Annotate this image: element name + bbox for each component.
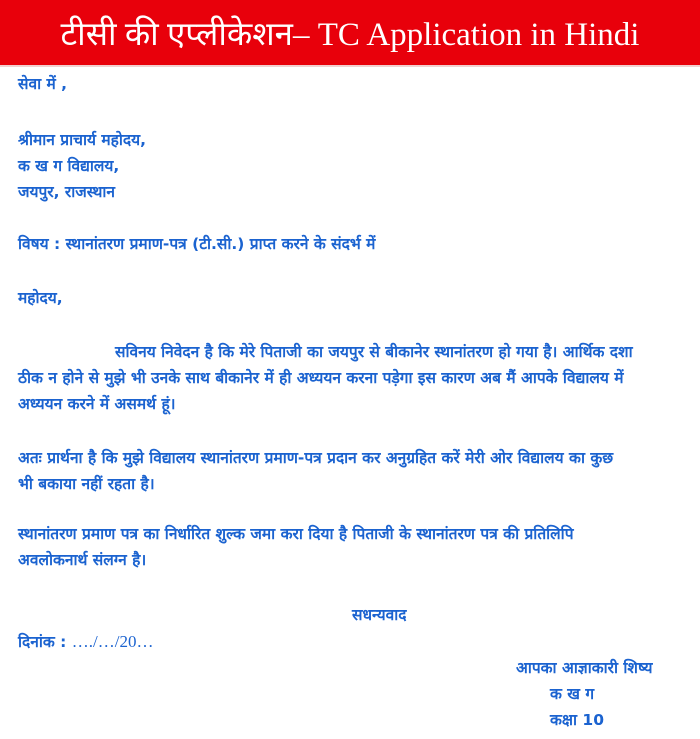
recipient-line: श्रीमान प्राचार्य महोदय, (18, 131, 146, 149)
paragraph-line: अध्ययन करने में असमर्थ हूं। (18, 395, 176, 413)
paragraph-line: भी बकाया नहीं रहता है। (18, 475, 155, 493)
date-value: …./…/20… (71, 632, 154, 651)
paragraph-line: अवलोकनार्थ संलग्न है। (18, 551, 147, 569)
student-class: कक्षा 10 (550, 711, 604, 729)
student-name: क ख ग (550, 685, 595, 703)
subject-line: विषय : स्थानांतरण प्रमाण-पत्र (टी.सी.) प्राप्त करने के संदर्भ में (18, 235, 376, 253)
paragraph-line: अतः प्रार्थना है कि मुझे विद्यालय स्थानांतरण प्रमाण-पत्र प्रदान कर अनुग्रहित करें मेरी ओर विद्यालय का कुछ (18, 449, 614, 467)
date-line (18, 632, 153, 652)
page-title: टीसी की एप्लीकेशन– TC Application in Hindi (60, 17, 640, 53)
greeting: महोदय, (18, 289, 63, 307)
date-label: दिनांक : (18, 633, 72, 651)
paragraph-line: स्थानांतरण प्रमाण पत्र का निर्धारित शुल्क जमा करा दिया है पिताजी के स्थानांतरण पत्र की प्रतिलिपि (18, 525, 574, 543)
signoff-text: आपका आज्ञाकारी शिष्य (516, 659, 653, 677)
recipient-line: क ख ग विद्यालय, (18, 157, 120, 175)
salutation-to: सेवा में , (18, 75, 68, 93)
paragraph-line: ठीक न होने से मुझे भी उनके साथ बीकानेर में ही अध्ययन करना पड़ेगा इस कारण अब मैं आपके विद्यालय में (18, 369, 624, 387)
thanks-text: सधन्यवाद (352, 606, 407, 624)
paragraph-line: सविनय निवेदन है कि मेरे पिताजी का जयपुर से बीकानेर स्थानांतरण हो गया है। आर्थिक दशा (115, 343, 633, 361)
recipient-line: जयपुर, राजस्थान (18, 183, 116, 201)
